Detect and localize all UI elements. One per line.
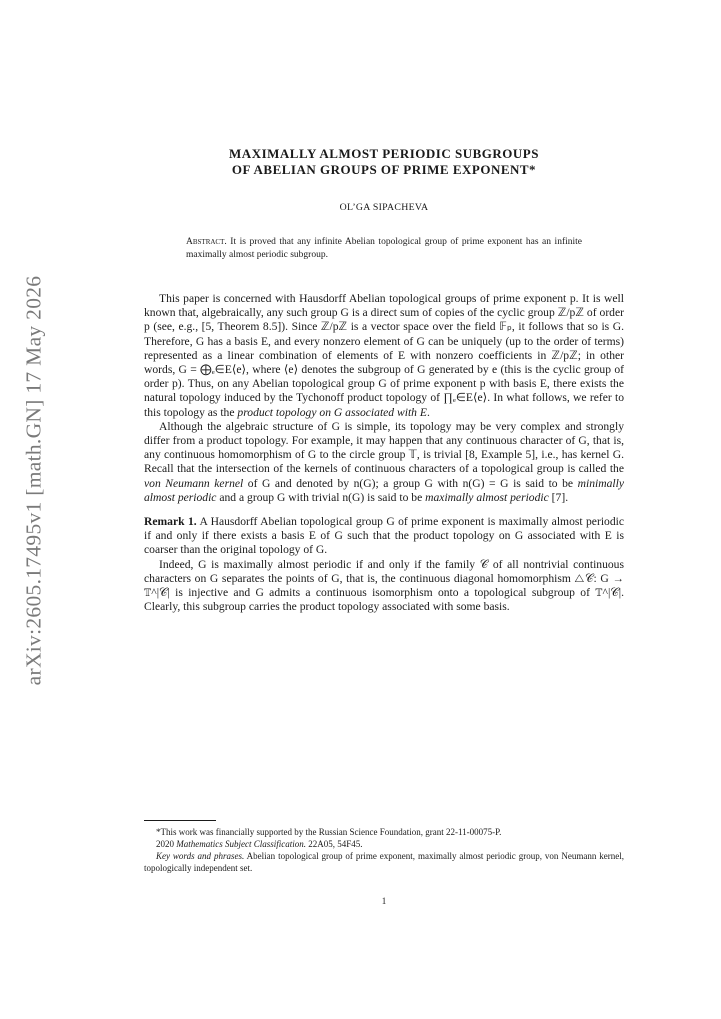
- body-text: [144, 292, 624, 614]
- keywords-text: Abelian topological group of prime exponent, maximally almost periodic group, von Neumann kernel, topologically independent set.: [144, 851, 624, 873]
- footnote-divider: [144, 820, 216, 821]
- footnote-msc: [144, 838, 624, 850]
- arxiv-identifier-stamp: [4, 275, 64, 685]
- paragraph-2-mid2: and a group G with trivial n(G) is said to be: [216, 490, 426, 504]
- paragraph-1-emphasis: product topology on G associated with E: [237, 405, 427, 419]
- author-name: OL’GA SIPACHEVA: [339, 202, 429, 213]
- abstract: [186, 236, 582, 262]
- msc-label: Mathematics Subject Classification.: [176, 839, 306, 849]
- paragraph-1-end: .: [426, 405, 430, 419]
- paragraph-2-mid: of G and denoted by n(G); a group G with n(G) = G is said to be: [243, 476, 578, 490]
- footnote-funding: *This work was financially supported by the Russian Science Foundation, grant 22-11-00075-P.: [156, 827, 502, 837]
- keywords-label: Key words and phrases.: [156, 851, 245, 861]
- remark-text: A Hausdorff Abelian topological group G of prime exponent is maximally almost periodic if and only if there exists a basis E of G such that the product topology on G associated with E is coarser than the original topology of G.: [144, 515, 624, 557]
- paragraph-2-end: [7].: [548, 490, 569, 504]
- arxiv-id-text: arXiv:2605.17495v1 [math.GN] 17 May 2026: [21, 275, 46, 685]
- paper-title: [144, 146, 624, 178]
- remark-1: [144, 515, 624, 558]
- page-number: 1: [381, 896, 387, 906]
- title-line-1: MAXIMALLY ALMOST PERIODIC SUBGROUPS: [229, 146, 539, 161]
- msc-year: 2020: [156, 839, 177, 849]
- title-line-2: OF ABELIAN GROUPS OF PRIME EXPONENT*: [231, 162, 537, 177]
- paragraph-3: Indeed, G is maximally almost periodic if and only if the family 𝒞 of all nontrivial continuous characters on G separates the points of G, that is, the continuous diagonal homomorphism △𝒞: G → 𝕋^|𝒞| is injective and G admits a continuous isomorphism onto a topological subgroup of 𝕋^|𝒞|. Clearly, this subgroup carries the product topology associated with some basis.: [144, 557, 624, 614]
- paragraph-2-text: Although the algebraic structure of G is simple, its topology may be very complex and strongly differ from a product topology. For example, it may happen that any continuous character of G, that is, any continuous homomorphism of G to the circle group 𝕋, is trivial [8, Example 5], i.e., has kernel G. Recall that the intersection of the kernels of continuous characters of a topological group is called the: [144, 419, 624, 476]
- footnotes: [144, 826, 624, 874]
- paragraph-1: [144, 292, 624, 420]
- paragraph-1-text: This paper is concerned with Hausdorff Abelian topological groups of prime exponent p. It is well known that, algebraically, any such group G is a direct sum of copies of the cyclic group ℤ/pℤ of order p (see, e.g., [5, Theorem 8.5]). Since ℤ/pℤ is a vector space over the field 𝔽ₚ, it follows that so is G. Therefore, G has a basis E, and every nonzero element of G can be uniquely (up to the order of terms) represented as a linear combination of elements of E with nonzero coefficients in ℤ/pℤ; in other words, G = ⨁ₑ∈E⟨e⟩, where ⟨e⟩ denotes the subgroup of G generated by e (this is the cyclic group of order p). Thus, on any Abelian topological group G of prime exponent p with basis E, there exists the natural topology induced by the Tychonoff product topology of ∏ₑ∈E⟨e⟩. In what follows, we refer to this topology as the: [144, 292, 624, 419]
- footnote-keywords: [144, 850, 624, 874]
- abstract-label: Abstract.: [186, 237, 227, 247]
- msc-codes: 22A05, 54F45.: [306, 839, 363, 849]
- term-maximally-almost-periodic: maximally almost periodic: [425, 490, 549, 504]
- term-von-neumann-kernel: von Neumann kernel: [144, 476, 244, 490]
- abstract-text: It is proved that any infinite Abelian topological group of prime exponent has an infinite maximally almost periodic subgroup.: [186, 237, 582, 260]
- remark-label: Remark 1.: [144, 515, 197, 529]
- paragraph-2: [144, 420, 624, 505]
- term-minimally-almost-periodic: minimally almost periodic: [144, 476, 624, 504]
